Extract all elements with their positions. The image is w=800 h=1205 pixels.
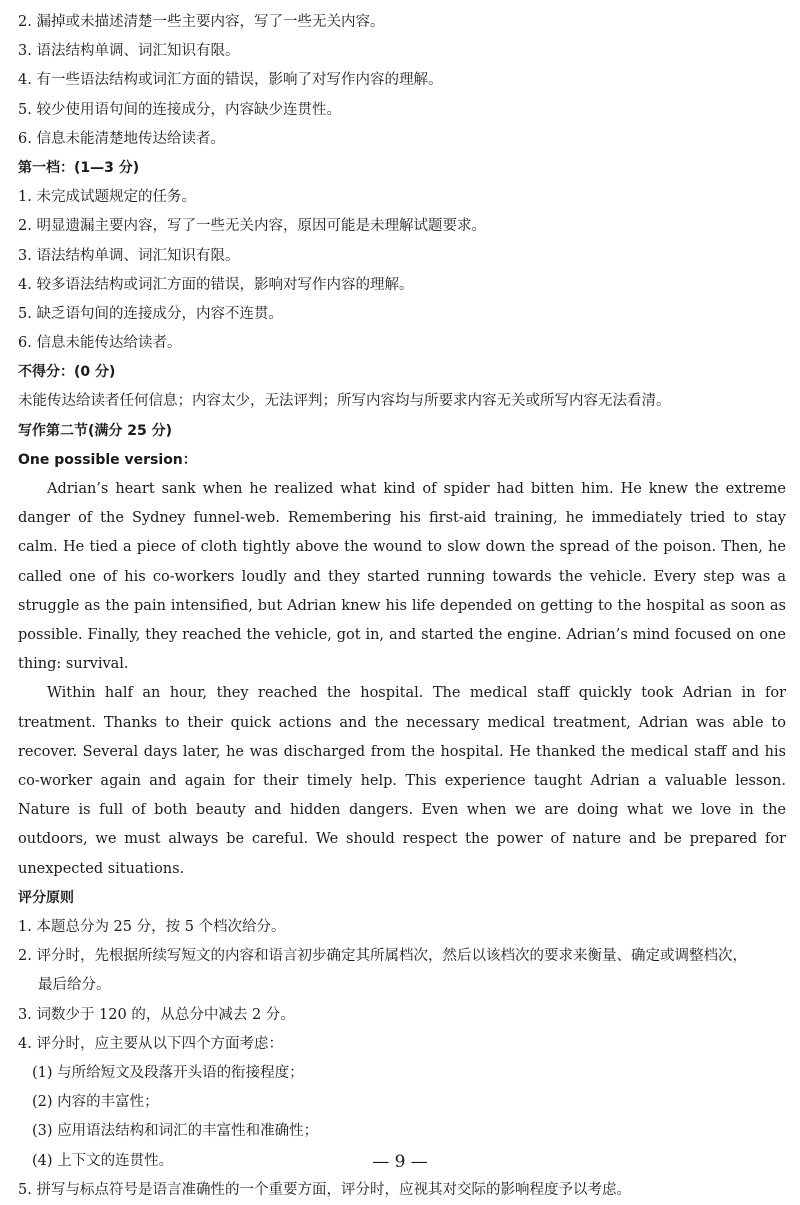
- essay-paragraph-2: Within half an hour, they reached the hospital. The medical staff quickly took Adrian in for treatment. Thanks to their quick actions and the necessary medical treatment, Adrian was able to recover. Several days later, he was discharged from the hospital. He thanked the medical staff and his co-worker again and again for their timely help. This experience taught Adrian a valuable lesson. Nature is full of both beauty and hidden dangers. Even when we are doing what we love in the outdoors, we must always be careful. We should respect the power of nature and be prepared for unexpected situations.: [18, 685, 786, 877]
- list-item: 3. 语法结构单调、词汇知识有限。: [18, 43, 240, 60]
- scoring-sub-item: (4) 上下文的连贯性。: [32, 1152, 174, 1169]
- scoring-sub-item: (1) 与所给短文及段落开头语的衔接程度；: [32, 1064, 304, 1081]
- list-item: 6. 信息未能清楚地传达给读者。: [18, 130, 225, 147]
- scoring-item-3: 3. 词数少于 120 的，从总分中减去 2 分。: [18, 1006, 295, 1023]
- scoring-item-4: 4. 评分时，应主要从以下四个方面考虑：: [18, 1035, 283, 1052]
- list-item: 2. 明显遗漏主要内容，写了一些无关内容，原因可能是未理解试题要求。: [18, 218, 486, 235]
- list-item: 4. 有一些语法结构或词汇方面的错误，影响了对写作内容的理解。: [18, 72, 443, 89]
- scoring-item-2-continued: 最后给分。: [38, 977, 111, 994]
- list-item: 6. 信息未能传达给读者。: [18, 335, 182, 352]
- scoring-heading: 评分原则: [18, 889, 74, 906]
- essay-paragraph-1: Adrian’s heart sank when he realized what kind of spider had bitten him. He knew the extreme danger of the Sydney funnel-web. Remembering his first-aid training, he immediately tried to stay calm. He tied a piece of cloth tightly above the wound to slow down the spread of the poison. Then, he called one of his co-workers loudly and they started running towards the vehicle. Every step was a struggle as the pain intensified, but Adrian knew his life depended on getting to the hospital as soon as possible. Finally, they reached the vehicle, got in, and started the engine. Adrian’s mind focused on one thing: survival.: [18, 481, 786, 673]
- list-item: 3. 语法结构单调、词汇知识有限。: [18, 247, 240, 264]
- version-label: One possible version：: [18, 451, 197, 468]
- list-item: 2. 漏掉或未描述清楚一些主要内容，写了一些无关内容。: [18, 14, 385, 30]
- list-item: 5. 较少使用语句间的连接成分，内容缺少连贯性。: [18, 101, 341, 118]
- section2-heading: 写作第二节(满分 25 分): [18, 422, 173, 439]
- list-item: 5. 缺乏语句间的连接成分，内容不连贯。: [18, 305, 283, 322]
- list-item: 4. 较多语法结构或词汇方面的错误，影响对写作内容的理解。: [18, 276, 414, 293]
- scoring-sub-item: (2) 内容的丰富性；: [32, 1094, 159, 1111]
- scoring-item-5: 5. 拼写与标点符号是语言准确性的一个重要方面，评分时，应视其对交际的影响程度予以考虑。: [18, 1181, 631, 1198]
- scoring-sub-item: (3) 应用语法结构和词汇的丰富性和准确性；: [32, 1123, 319, 1140]
- zero-score-heading: 不得分：(0 分): [18, 364, 116, 381]
- scoring-item-2: 2. 评分时，先根据所续写短文的内容和语言初步确定其所属档次，然后以该档次的要求来衡量、确定或调整档次，: [18, 948, 747, 965]
- scoring-item-1: 1. 本题总分为 25 分，按 5 个档次给分。: [18, 919, 286, 936]
- zero-score-text: 未能传达给读者任何信息；内容太少，无法评判；所写内容均与所要求内容无关或所写内容无法看清。: [18, 393, 671, 410]
- tier1-heading: 第一档：(1—3 分): [18, 159, 140, 176]
- page-number: — 9 —: [372, 1152, 428, 1172]
- list-item: 1. 未完成试题规定的任务。: [18, 189, 196, 206]
- document-page: [18, 8, 786, 1205]
